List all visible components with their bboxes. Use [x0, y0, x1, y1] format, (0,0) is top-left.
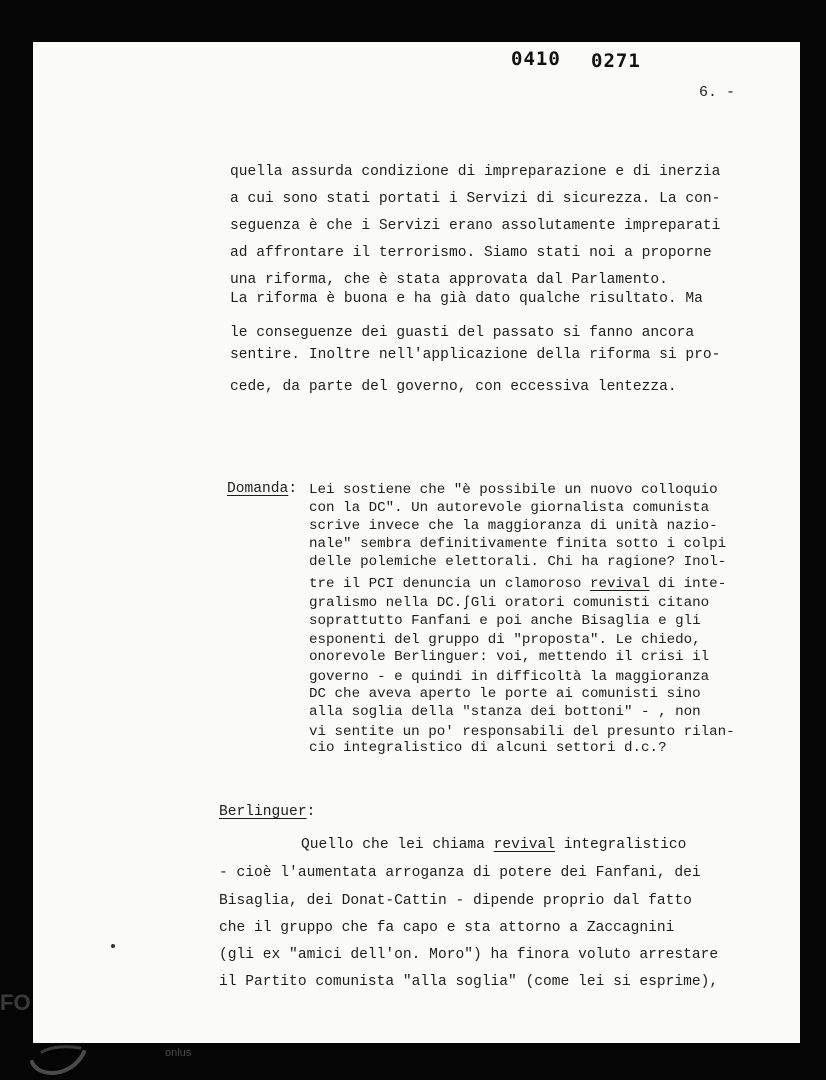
- answer-label-text: Berlinguer: [219, 804, 307, 820]
- question-label-colon: :: [288, 481, 298, 497]
- question-line: nale" sembra definitivamente finita sotto i colpi: [309, 536, 727, 552]
- question-line: con la DC". Un autorevole giornalista comunista: [309, 500, 710, 516]
- paragraph-line: le conseguenze dei guasti del passato si fanno ancora: [230, 325, 695, 341]
- question-line: onorevole Berlinguer: voi, mettendo il crisi il: [309, 649, 710, 665]
- paragraph-line: ad affrontare il terrorismo. Siamo stati noi a proporne: [230, 245, 712, 261]
- document-page: [33, 42, 800, 1043]
- question-line: esponenti del gruppo di "proposta". Le chiedo,: [309, 632, 701, 648]
- question-line: vi sentite un po' responsabili del presunto rilan-: [309, 724, 735, 740]
- question-line: Lei sostiene che "è possibile un nuovo colloquio: [309, 482, 718, 498]
- answer-text-before-revival: Quello che lei chiama: [301, 837, 494, 853]
- answer-line-revival: [301, 836, 686, 854]
- question-line: DC che aveva aperto le porte ai comunisti sino: [309, 686, 701, 702]
- question-line: delle polemiche elettorali. Chi ha ragione? Inol-: [309, 554, 727, 570]
- paragraph-line: una riforma, che è stata approvata dal Parlamento.: [230, 272, 668, 288]
- answer-line: il Partito comunista "alla soglia" (come lei si esprime),: [219, 974, 719, 990]
- question-line: gralismo nella DC.∫Gli oratori comunisti citano: [309, 595, 710, 611]
- archive-code-left: 0410: [511, 48, 561, 70]
- question-line-revival: [309, 575, 726, 593]
- archive-code-right: 0271: [591, 50, 641, 72]
- logo-swoosh-icon: [28, 1038, 90, 1078]
- answer-line: che il gruppo che fa capo e sta attorno a Zaccagnini: [219, 920, 675, 936]
- question-line: soprattutto Fanfani e poi anche Bisaglia e gli: [309, 613, 701, 629]
- page-number: 6. -: [699, 84, 736, 101]
- paragraph-line: quella assurda condizione di impreparazione e di inerzia: [230, 164, 721, 180]
- paragraph-line: sentire. Inoltre nell'applicazione della riforma si pro-: [230, 347, 721, 363]
- answer-label-colon: :: [306, 804, 316, 820]
- paragraph-line: cede, da parte del governo, con eccessiva lentezza.: [230, 379, 677, 395]
- answer-label: [219, 803, 315, 821]
- question-label-text: Domanda: [227, 481, 289, 497]
- question-text-before-revival: tre il PCI denuncia un clamoroso: [309, 576, 590, 592]
- onlus-label: onlus: [165, 1047, 192, 1059]
- question-line: scrive invece che la maggioranza di unità nazio-: [309, 518, 718, 534]
- answer-line: (gli ex "amici dell'on. Moro") ha finora voluto arrestare: [219, 947, 719, 963]
- answer-text-after-revival: integralistico: [554, 837, 687, 853]
- paragraph-line: a cui sono stati portati i Servizi di sicurezza. La con-: [230, 191, 721, 207]
- question-text-after-revival: di inte-: [649, 576, 727, 592]
- revival-word: revival: [589, 576, 650, 592]
- question-line: alla soglia della "stanza dei bottoni" - , non: [309, 704, 701, 720]
- margin-dot: [111, 944, 115, 948]
- paragraph-line: seguenza è che i Servizi erano assolutamente impreparati: [230, 218, 721, 234]
- revival-word: revival: [493, 837, 555, 853]
- question-line: cio integralistico di alcuni settori d.c.?: [309, 740, 667, 756]
- question-line: governo - e quindi in difficoltà la maggioranza: [309, 669, 710, 685]
- question-label: [227, 480, 297, 498]
- paragraph-line: La riforma è buona e ha già dato qualche risultato. Ma: [230, 291, 703, 307]
- foundation-logo: FO: [0, 990, 31, 1015]
- answer-line: Bisaglia, dei Donat-Cattin - dipende proprio dal fatto: [219, 893, 692, 909]
- answer-line: - cioè l'aumentata arroganza di potere dei Fanfani, dei: [219, 865, 701, 881]
